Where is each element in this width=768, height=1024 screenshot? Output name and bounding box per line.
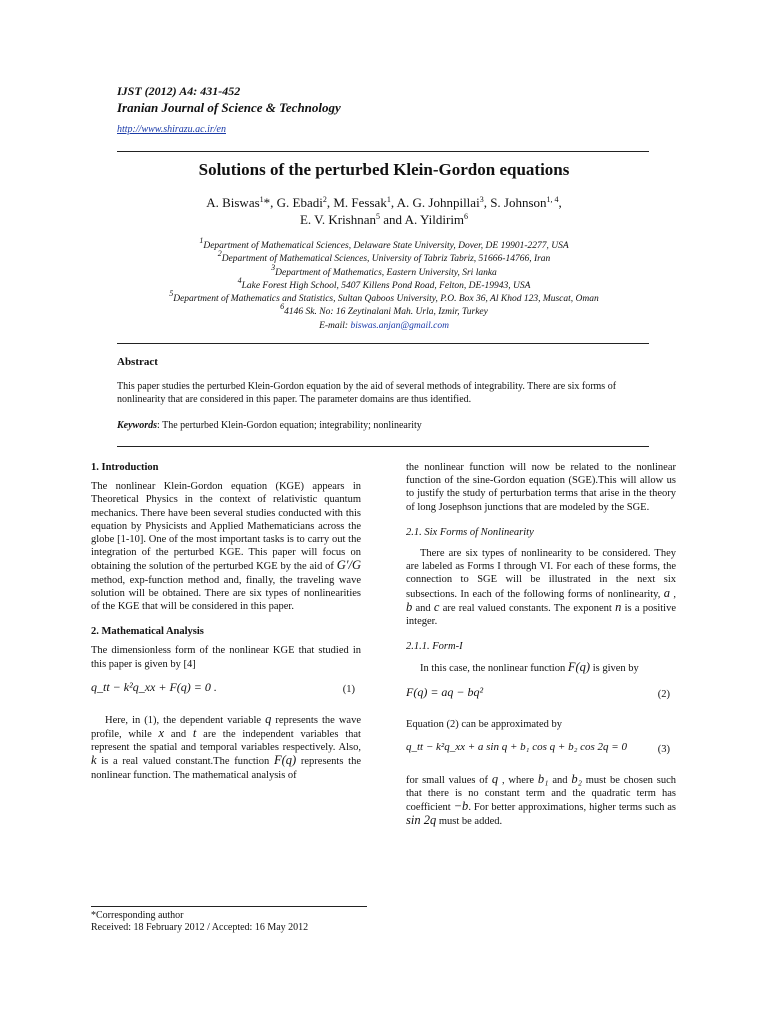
affiliation-mark: 5 — [169, 289, 174, 299]
body-text: is a real valued constant.The function — [96, 756, 274, 768]
author-line-2 — [0, 211, 768, 228]
analysis-heading: 2. Mathematical Analysis — [91, 626, 204, 638]
author-name: M. Fessak — [333, 195, 387, 210]
equation-3: q_tt − k²q_xx + a sin q + b₁ cos q + b₂ cos 2q = 0 — [406, 740, 627, 753]
equation-3-row — [406, 741, 676, 763]
corresponding-author-note: *Corresponding author — [91, 910, 184, 921]
author-name: S. Johnson — [490, 195, 547, 210]
author-affiliation-mark: 1 — [386, 195, 391, 204]
math-k: k — [91, 753, 97, 768]
affiliation-mark: 2 — [217, 249, 222, 259]
contact-email — [0, 320, 768, 333]
math-a: a — [663, 585, 670, 600]
body-text: for small values of — [406, 774, 492, 786]
journal-url-link[interactable]: http://www.shirazu.ac.ir/en — [117, 124, 226, 135]
affiliation-text: Lake Forest High School, 5407 Killens Pond Road, Felton, DE-19943, USA — [241, 280, 531, 291]
journal-name: Iranian Journal of Science & Technology — [117, 100, 341, 115]
author-separator: , — [390, 195, 397, 210]
math-q: q — [265, 711, 272, 726]
body-text: is a positive integer. — [406, 602, 676, 628]
affiliation-item — [0, 275, 768, 293]
intro-text: The nonlinear Klein-Gordon equation (KGE) appears in Theoretical Physics in the context of relativistic quantum mechanics. There have been several studies conducted with this equation by Physicists and Applied Mathematicians across the globe [1-10]. One of the most important tasks is to carry out the integration of the perturbed KGE. This paper will focus on obtaining the solution of the perturbed KGE by the aid of — [91, 481, 361, 573]
affiliation-mark: 3 — [271, 262, 276, 272]
author-name: A. Yildirim — [404, 212, 465, 227]
form-1-paragraph — [406, 661, 676, 675]
body-text: and — [548, 774, 572, 786]
math-t: t — [192, 726, 197, 741]
journal-citation: IJST (2012) A4: 431-452 — [117, 84, 241, 98]
footnote — [91, 910, 308, 934]
author-name: A. G. Johnpillai — [396, 195, 480, 210]
equation-3-number: (3) — [657, 743, 670, 755]
six-forms-paragraph — [406, 547, 676, 628]
affiliation-item — [0, 249, 768, 266]
received-accepted-dates: Received: 18 February 2012 / Accepted: 16 May 2012 — [91, 922, 309, 933]
affiliation-text: Department of Mathematics, Eastern University, Sri lanka — [275, 267, 497, 278]
affiliation-mark: 4 — [237, 275, 242, 285]
header-divider — [117, 151, 649, 152]
author-affiliation-mark: 1, 4 — [546, 195, 559, 204]
equation-2: F(q) = aq − bq² — [406, 684, 484, 699]
body-text: represents the nonlinear function. The mathematical analysis of — [91, 756, 361, 781]
equation-1-row — [91, 681, 361, 703]
email-label: E-mail: — [319, 320, 351, 331]
approximation-paragraph: Equation (2) can be approximated by — [406, 718, 562, 730]
footnote-divider — [91, 906, 367, 907]
author-affiliation-mark: 1 — [259, 195, 264, 204]
body-text: are real valued constants. The exponent — [439, 602, 616, 614]
math-q: q — [491, 771, 499, 786]
keywords — [117, 420, 649, 431]
math-g-prime-over-g: G′/G — [336, 558, 361, 573]
abstract-text: This paper studies the perturbed Klein-Gordon equation by the aid of several methods of integrability. There are six forms of nonlinearity that are considered in this paper. The parameter domains are thus identified. — [117, 381, 617, 405]
body-text: must be chosen such that there is no constant term and the quadratic term has coefficient — [406, 774, 676, 814]
math-x: x — [158, 726, 165, 741]
affiliation-item — [0, 262, 768, 280]
equation-2-number: (2) — [657, 688, 670, 700]
left-column — [91, 461, 361, 782]
affiliation-text: 4146 Sk. No: 16 Zeytinalani Mah. Urla, Izmir, Turkey — [284, 307, 488, 318]
email-link[interactable]: biswas.anjan@gmail.com — [350, 320, 449, 331]
affiliation-text: Department of Mathematical Sciences, Delaware State University, Dover, DE 19901-2277, USA — [203, 241, 569, 251]
author-affiliation-mark: 3 — [479, 195, 484, 204]
math-b: b — [406, 599, 413, 614]
body-text: must be added. — [436, 816, 503, 828]
math-n: n — [615, 599, 622, 614]
body-text: , — [669, 588, 676, 600]
author-name: E. V. Krishnan — [299, 212, 377, 227]
affiliation-text: Department of Mathematical Sciences, University of Tabriz Tabriz, 51666-14766, Iran — [221, 254, 551, 265]
affiliation-item — [0, 289, 768, 306]
author-separator: , — [483, 195, 491, 210]
affiliation-mark: 1 — [199, 236, 204, 245]
affiliation-item — [0, 302, 768, 319]
intro-paragraph — [91, 480, 361, 613]
body-text: and — [164, 729, 193, 741]
math-f-of-q: F(q) — [567, 660, 591, 675]
math-b1: b₁ — [537, 771, 549, 786]
body-text: are the independent variables that represent the spatial and temporal variables respectively. Also, — [91, 729, 361, 754]
equation-1: q_tt − k²q_xx + F(q) = 0 . — [91, 679, 217, 694]
paper-title: Solutions of the perturbed Klein-Gordon equations — [198, 160, 570, 179]
equation-1-number: (1) — [342, 683, 355, 695]
author-affiliation-mark: 2 — [322, 195, 327, 204]
author-name: A. Biswas — [206, 195, 260, 210]
subsection-2-1-1-heading: 2.1.1. Form-I — [406, 641, 463, 653]
body-text: There are six types of nonlinearity to be considered. They are labeled as Forms I through VI. For each of these forms, the connection to SGE will be illustrated in the next six subsections. In each of the following forms of nonlinearity, — [406, 548, 676, 600]
body-text: and — [412, 602, 434, 614]
math-c: c — [433, 599, 440, 614]
small-values-paragraph — [406, 773, 676, 829]
math-sin-2q: sin 2q — [406, 813, 437, 828]
equation-2-row — [406, 686, 676, 708]
body-text: In this case, the nonlinear function — [420, 663, 568, 675]
author-separator: and — [380, 212, 405, 227]
keywords-text: : The perturbed Klein-Gordon equation; integrability; nonlinearity — [157, 420, 422, 431]
math-minus-b: −b — [453, 799, 469, 814]
body-text: is given by — [590, 663, 639, 675]
affiliation-divider — [117, 343, 649, 344]
continuation-paragraph: the nonlinear function will now be related to the nonlinear function of the sine-Gordon equation (SGE).This will allow us to justify the study of perturbation terms that arise in the theory of long Josephson junctions that are modeled by the SGE. — [406, 462, 676, 513]
keywords-label: Keywords — [117, 420, 157, 431]
affiliation-text: Department of Mathematics and Statistics, Sultan Qaboos University, P.O. Box 36, Al Khod 123, Muscat, Oman — [173, 294, 599, 305]
intro-text: method, exp-function method and, finally, the traveling wave solution will be obtained. There are six types of nonlinearities of the KGE that will be considered in this paper. — [91, 574, 361, 613]
affiliation-mark: 6 — [280, 302, 285, 312]
author-list — [0, 194, 768, 228]
affiliation-item — [0, 236, 768, 253]
analysis-paragraph: The dimensionless form of the nonlinear KGE that studied in this paper is given by [4] — [91, 645, 361, 670]
affiliation-list — [0, 236, 768, 333]
author-affiliation-mark: 5 — [376, 212, 381, 221]
right-column — [406, 461, 676, 829]
body-text: , where — [498, 774, 538, 786]
body-text: Here, in (1), the dependent variable — [105, 714, 266, 726]
author-line-1 — [0, 194, 768, 211]
body-text: represents the wave profile, while — [91, 714, 361, 741]
math-f-of-q: F(q) — [273, 753, 297, 768]
subsection-2-1-heading: 2.1. Six Forms of Nonlinearity — [406, 526, 534, 538]
variables-paragraph — [91, 713, 361, 782]
author-separator: *, — [263, 195, 277, 210]
math-b2: b₂ — [571, 771, 582, 786]
author-name: G. Ebadi — [276, 195, 323, 210]
abstract-divider — [117, 446, 649, 447]
body-text: . For better approximations, higher terms such as — [468, 802, 676, 814]
abstract-heading: Abstract — [117, 356, 158, 368]
intro-heading: 1. Introduction — [91, 462, 159, 473]
author-separator: , — [326, 195, 334, 210]
author-separator: , — [558, 195, 562, 210]
author-affiliation-mark: 6 — [464, 212, 469, 221]
